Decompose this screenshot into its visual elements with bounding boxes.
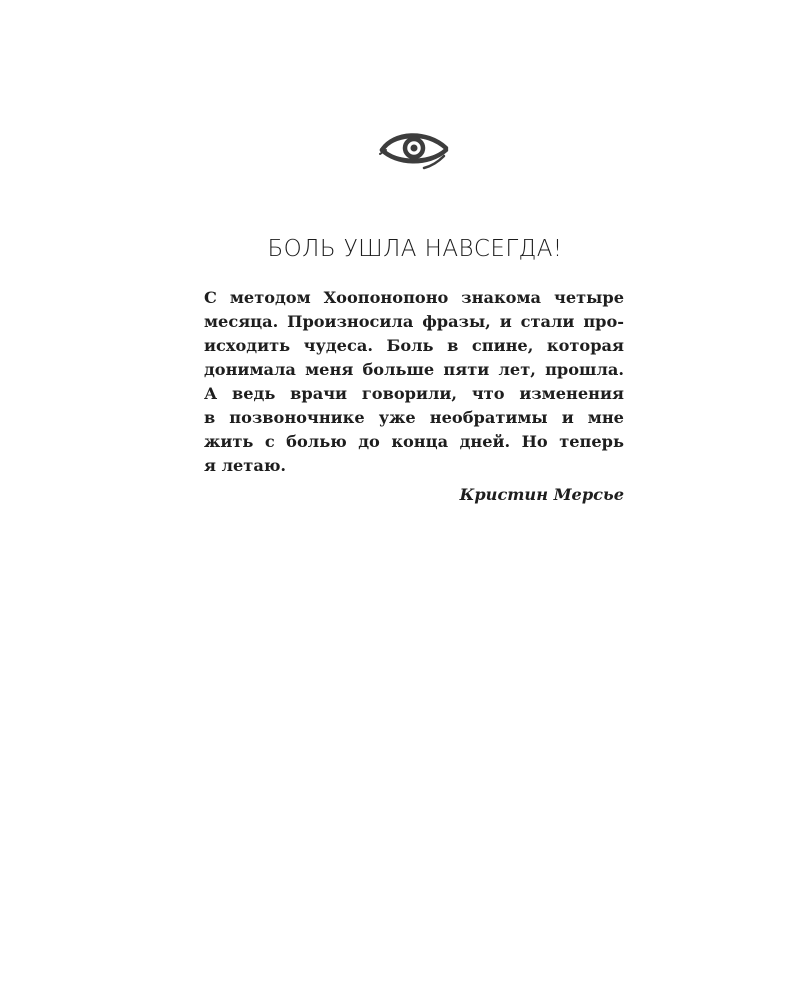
paragraph-line: донимала меня больше пяти лет, прошла. (204, 360, 624, 379)
paragraph-line: месяца. Произносила фразы, и стали про- (204, 312, 624, 331)
paragraph-line: исходить чудеса. Боль в спине, которая (204, 336, 624, 355)
body-paragraph (204, 286, 624, 478)
page-title: БОЛЬ УШЛА НАВСЕГДА! (267, 236, 563, 262)
paragraph-line: в позвоночнике уже необратимы и мне (204, 408, 624, 427)
paragraph-line: А ведь врачи говорили, что изменения (204, 384, 624, 403)
eye-icon (378, 124, 450, 172)
paragraph-line: жить с болью до конца дней. Но теперь (204, 432, 624, 451)
paragraph-line: С методом Хоопонопоно знакома четыре (204, 288, 624, 307)
paragraph-line: я летаю. (204, 456, 287, 475)
author-signature: Кристин Мерсье (459, 485, 624, 504)
